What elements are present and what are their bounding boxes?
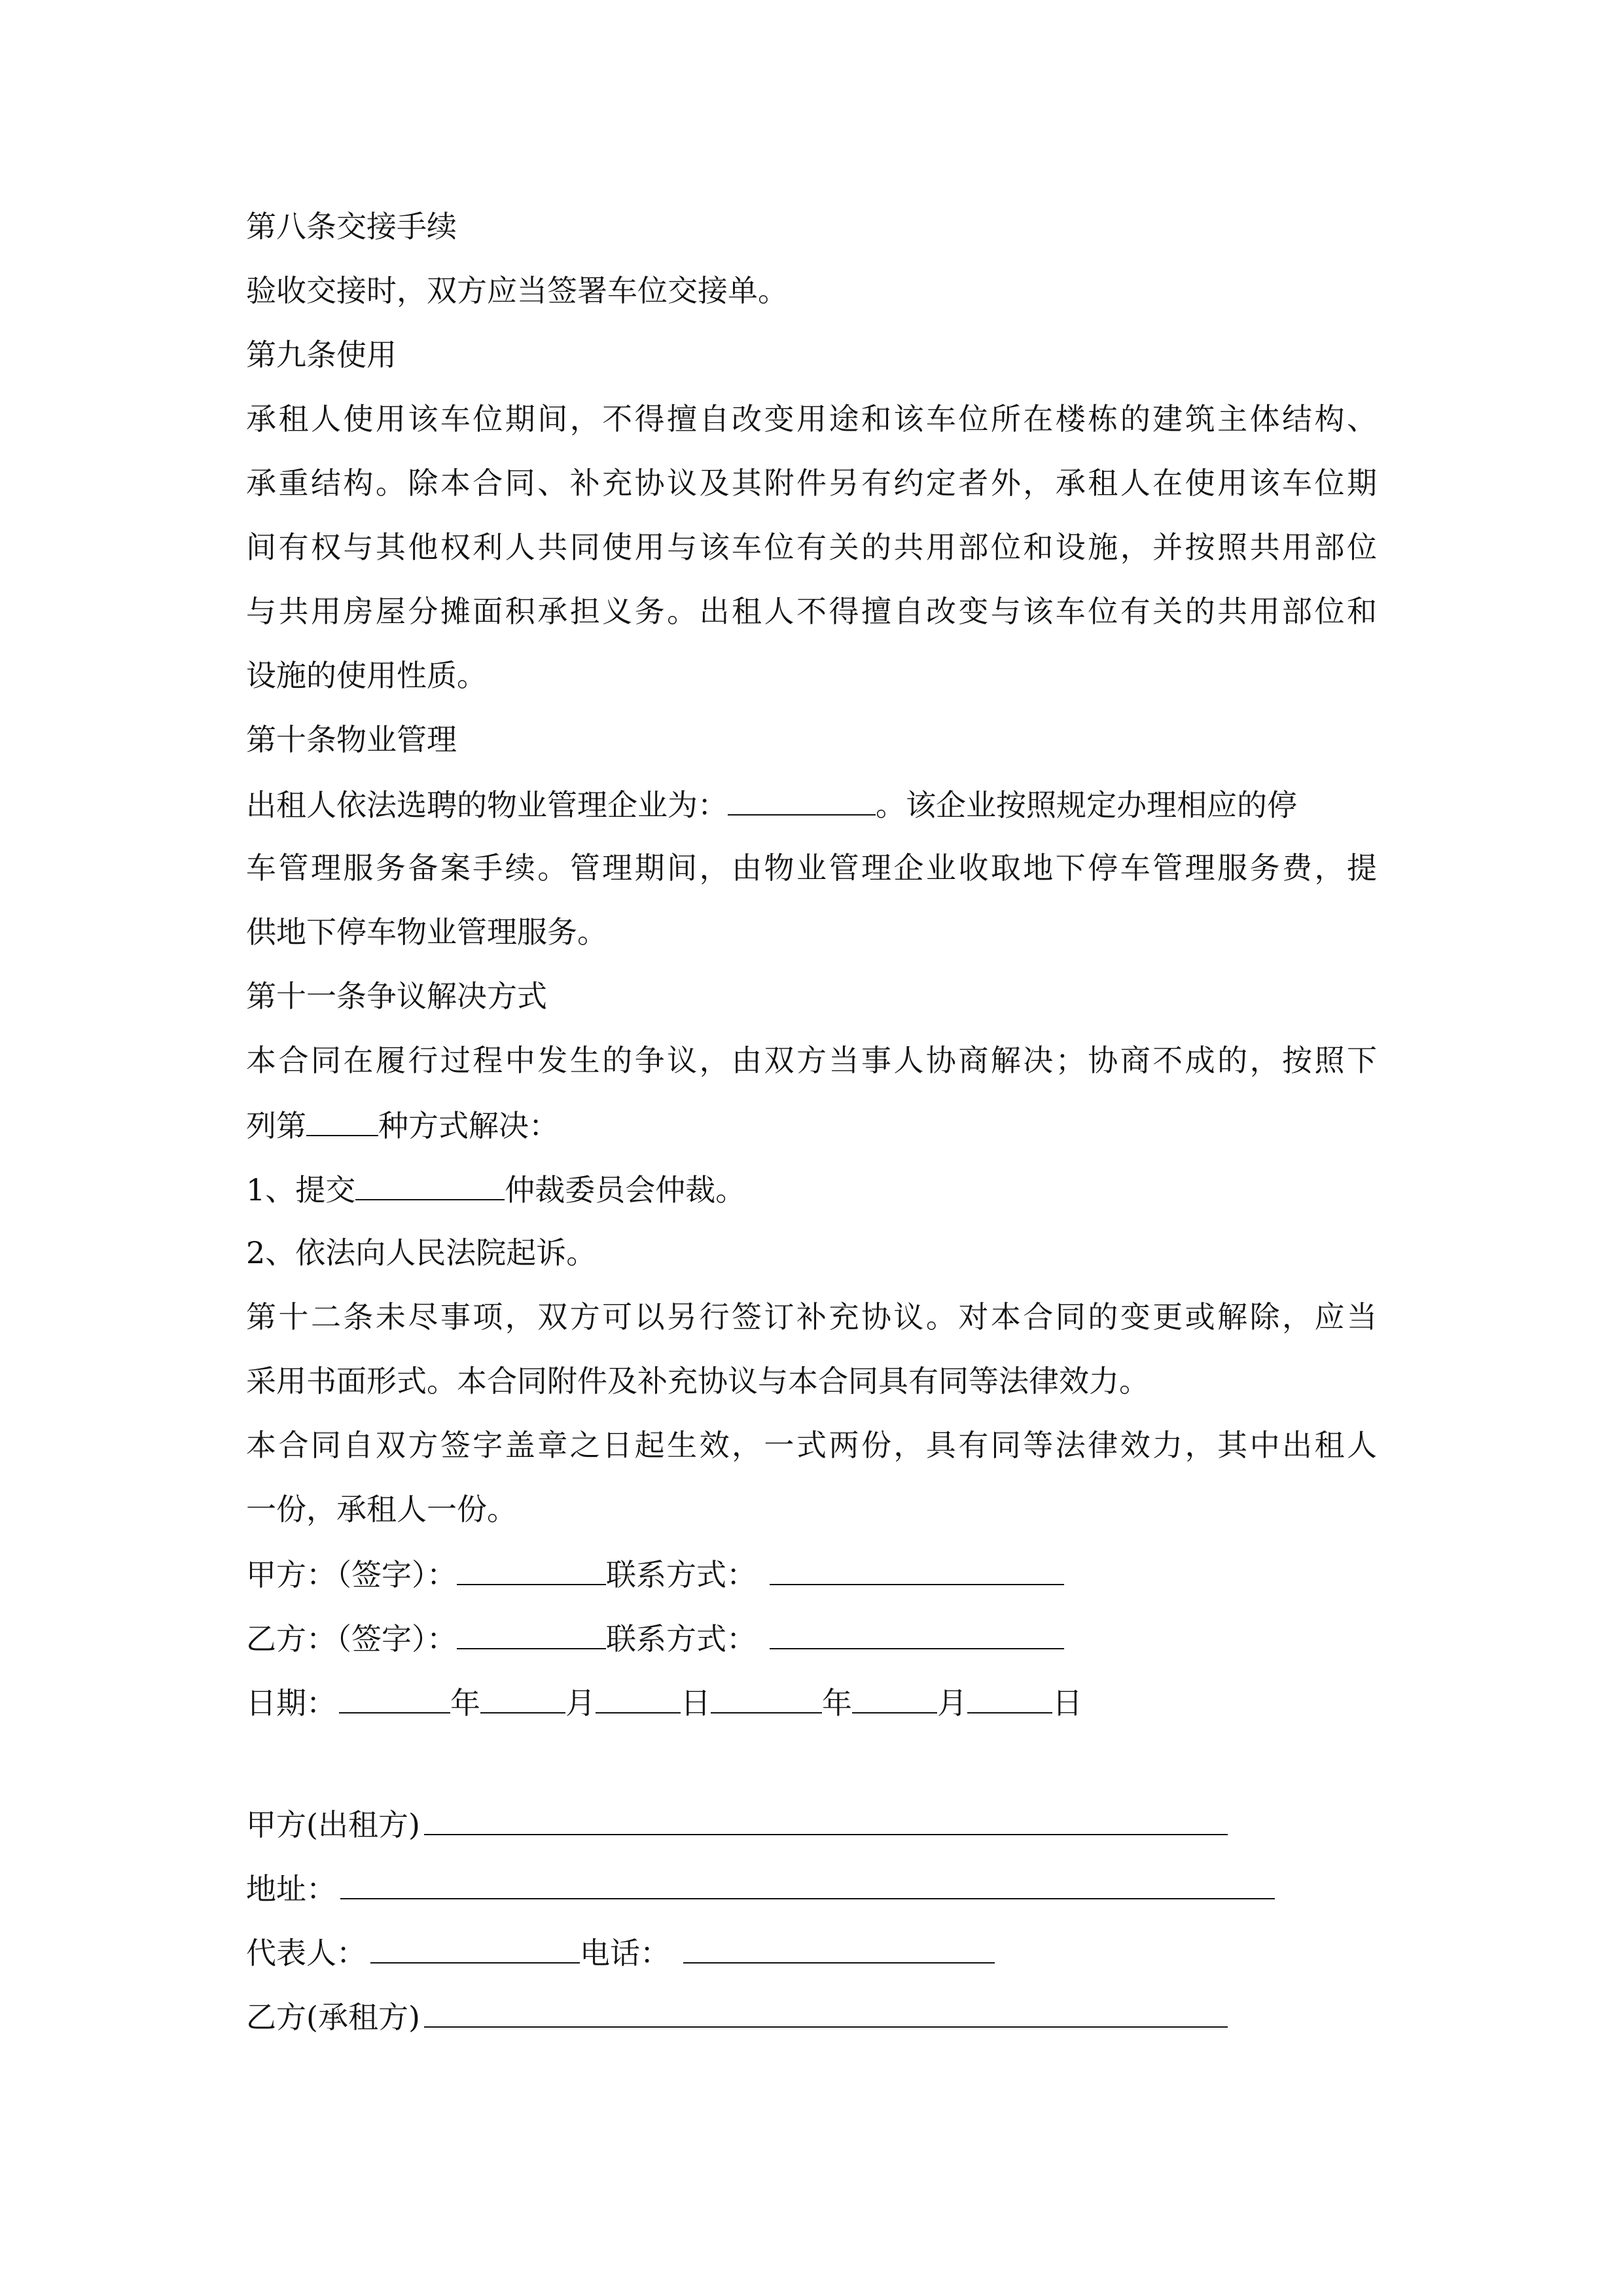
article9-line: 与共用房屋分摊面积承担义务。出租人不得擅自改变与该车位有关的共用部位和 [246,594,1377,629]
phone-blank[interactable] [683,1932,995,1964]
lessee-label: 乙方(承租方) [246,2000,420,2035]
article10-heading: 第十条物业管理 [246,722,457,757]
article10-line [246,784,1297,825]
article11-line [246,1105,559,1145]
party-b-sign-blank[interactable] [457,1618,606,1649]
property-company-blank[interactable] [728,784,876,816]
day-label: 日 [681,1685,711,1721]
lessee-blank[interactable] [424,1996,1228,2028]
party-b-contact-blank[interactable] [770,1618,1064,1649]
arbitration-commission-blank[interactable] [355,1169,505,1200]
phone-label: 电话： [580,1935,670,1971]
month-blank[interactable] [852,1682,937,1713]
year-blank[interactable] [339,1682,450,1713]
article9-line: 设施的使用性质。 [246,658,487,693]
article12-line: 第十二条未尽事项，双方可以另行签订补充协议。对本合同的变更或解除，应当 [246,1299,1377,1335]
address-row [246,1868,1275,1909]
year-label: 年 [822,1685,852,1721]
address-label: 地址： [246,1871,336,1907]
article10-line: 供地下停车物业管理服务。 [246,914,607,950]
party-a-sign-label: 甲方：（签字）： [246,1557,457,1592]
article11-line: 本合同在履行过程中发生的争议，由双方当事人协商解决；协商不成的，按照下 [246,1043,1377,1078]
lessor-label: 甲方(出租方) [246,1807,420,1842]
month-label: 月 [565,1685,596,1721]
article10-line: 车管理服务备案手续。管理期间，由物业管理企业收取地下停车管理服务费，提 [246,850,1377,886]
article11-heading: 第十一条争议解决方式 [246,978,547,1014]
option1-text-a: 1、提交 [246,1172,356,1208]
option1-text-b: 仲裁委员会仲裁。 [505,1172,746,1208]
party-b-contact-label: 联系方式： [606,1621,757,1657]
article11-option [246,1169,745,1210]
article9-line: 承重结构。除本合同、补充协议及其附件另有约定者外，承租人在使用该车位期 [246,465,1377,501]
article10-text-b: 。该企业按照规定办理相应的停 [876,787,1297,823]
party-b-signature-row [246,1618,1064,1659]
lessor-blank[interactable] [424,1804,1228,1835]
year-label: 年 [450,1685,480,1721]
month-label: 月 [937,1685,967,1721]
article8-text: 验收交接时，双方应当签署车位交接单。 [246,273,788,308]
party-b-sign-label: 乙方：（签字）： [246,1621,457,1657]
party-a-signature-row [246,1554,1064,1594]
article10-text-a: 出租人依法选聘的物业管理企业为： [246,787,728,823]
month-blank[interactable] [480,1682,565,1713]
party-a-sign-blank[interactable] [457,1554,606,1585]
article11-text-b: 种方式解决： [378,1108,559,1143]
date-row [246,1682,1082,1723]
year-blank[interactable] [711,1682,822,1713]
lessee-row [246,1996,1228,2037]
article9-line: 承租人使用该车位期间，不得擅自改变用途和该车位所在楼栋的建筑主体结构、 [246,401,1377,437]
article9-heading: 第九条使用 [246,337,397,372]
party-a-contact-label: 联系方式： [606,1557,757,1592]
day-blank[interactable] [596,1682,681,1713]
article9-line: 间有权与其他权利人共同使用与该车位有关的共用部位和设施，并按照共用部位 [246,529,1377,565]
representative-row [246,1932,995,1973]
effect-line: 本合同自双方签字盖章之日起生效，一式两份，具有同等法律效力，其中出租人 [246,1427,1377,1463]
effect-line: 一份，承租人一份。 [246,1492,517,1527]
article11-text-a: 列第 [246,1108,306,1143]
lessor-row [246,1804,1228,1844]
day-blank[interactable] [967,1682,1052,1713]
article12-line: 采用书面形式。本合同附件及补充协议与本合同具有同等法律效力。 [246,1363,1149,1399]
date-label: 日期： [246,1685,336,1721]
article11-option: 2、依法向人民法院起诉。 [246,1235,597,1270]
party-a-contact-blank[interactable] [770,1554,1064,1585]
representative-label: 代表人： [246,1935,366,1971]
article8-heading: 第八条交接手续 [246,209,457,244]
representative-blank[interactable] [370,1932,580,1964]
dispute-option-blank[interactable] [306,1105,378,1136]
address-blank[interactable] [340,1868,1275,1899]
day-label: 日 [1052,1685,1082,1721]
